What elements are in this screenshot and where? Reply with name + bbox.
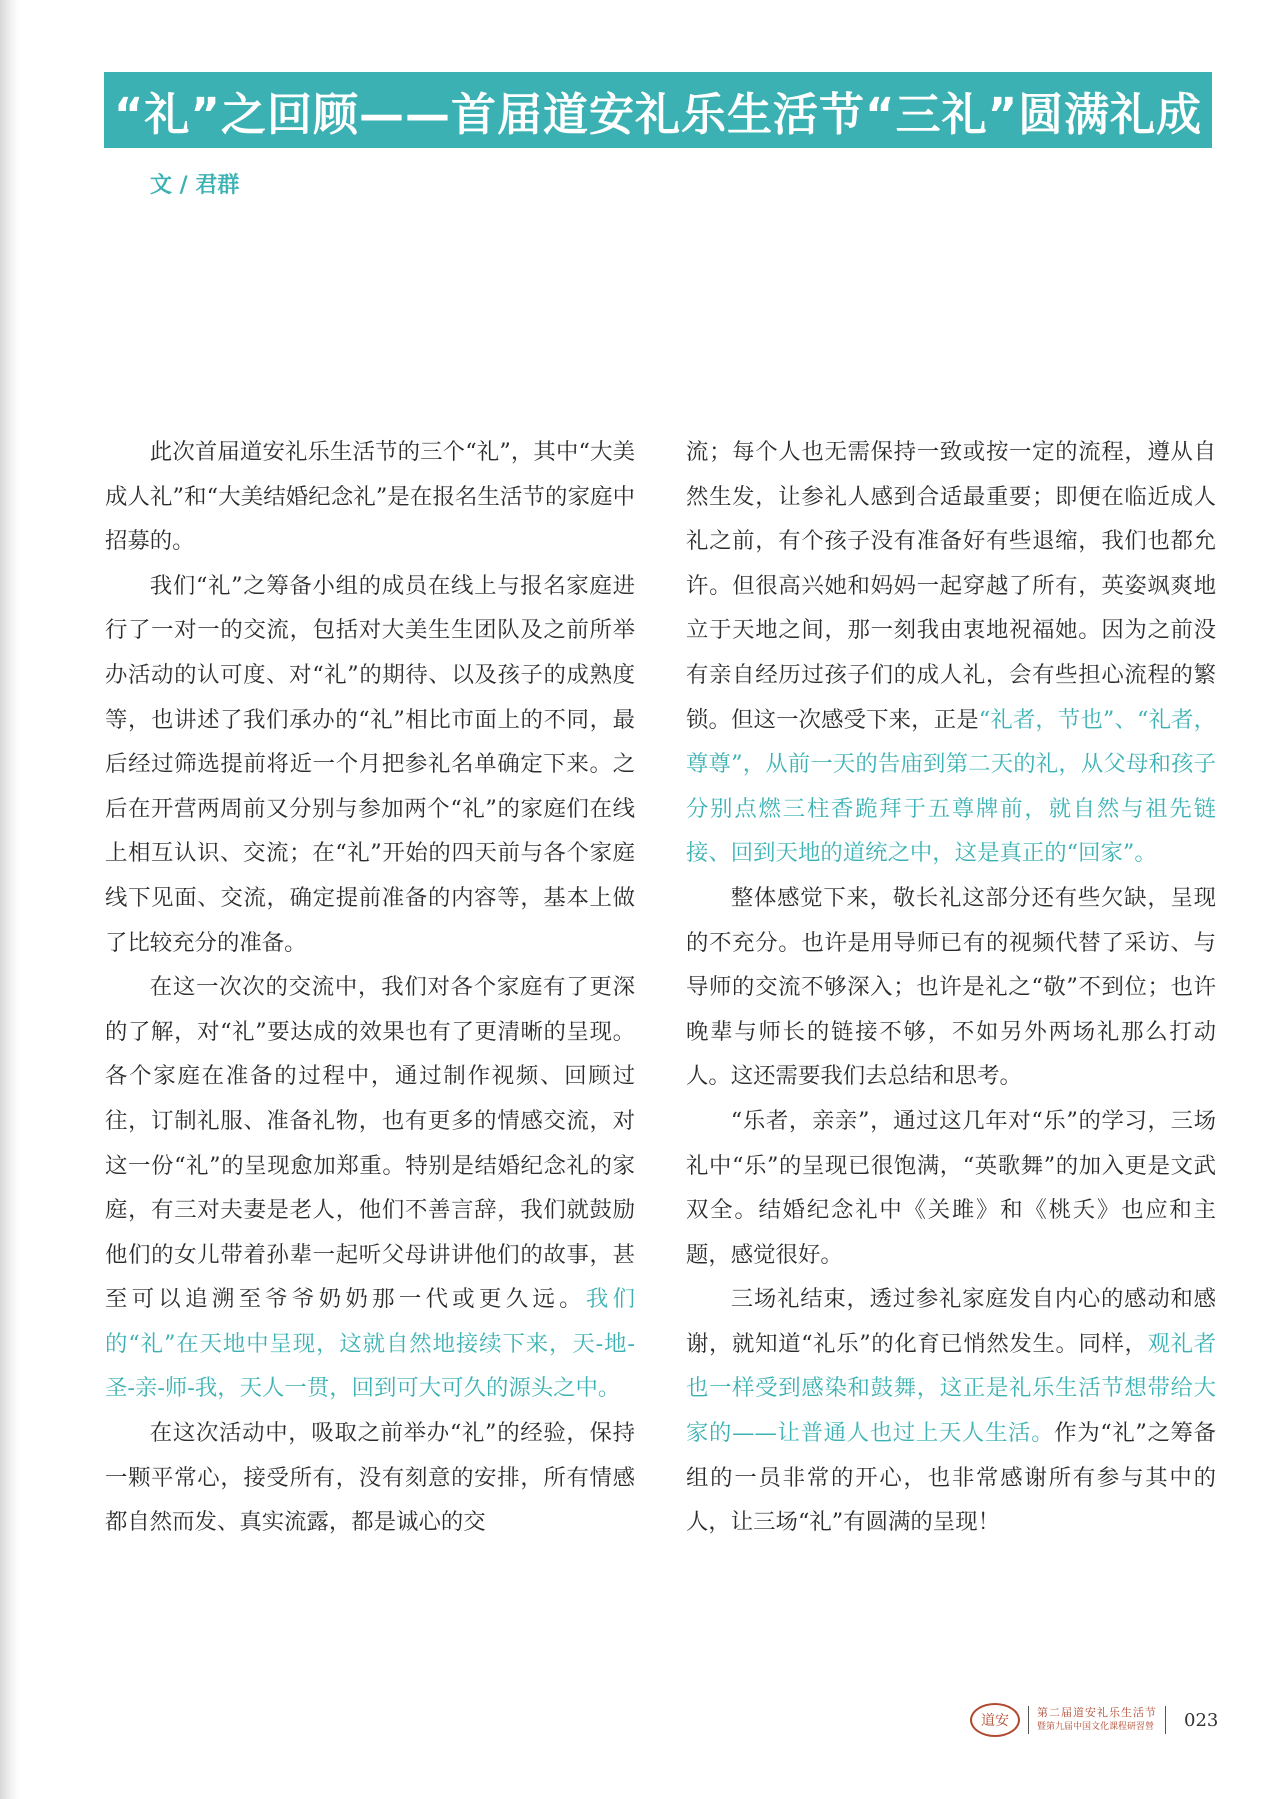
article-byline: 文 / 君群 — [150, 173, 240, 198]
paragraph-3-text: 在这一次次的交流中，我们对各个家庭有了更深的了解，对“礼”要达成的效果也有了更清晰的呈现。各个家庭在准备的过程中，通过制作视频、回顾过往，订制礼服、准备礼物，也有更多的情感交流，对这一份“礼”的呈现愈加郑重。特别是结婚纪念礼的家庭，有三对夫妻是老人，他们不善言辞，我们就鼓励他们的女儿带着孙辈一起听父母讲讲他们的故事，甚至可以追溯至爷爷奶奶那一代或更久远。 — [105, 974, 635, 1313]
right-column — [686, 430, 1216, 1545]
paragraph-4-continued — [686, 430, 1216, 876]
title-banner — [104, 72, 1212, 148]
footer-line-1: 第二届道安礼乐生活节 — [1037, 1706, 1157, 1719]
paragraph-3-highlight: 我们的“礼”在天地中呈现，这就自然地接续下来，天-地-圣-亲-师-我，天人一贯，回到可大可久的源头之中。 — [105, 1286, 636, 1402]
page-footer — [970, 1700, 1230, 1740]
footer-divider-2 — [1165, 1706, 1166, 1734]
festival-logo-icon — [970, 1703, 1020, 1737]
article-title: “礼”之回顾——首届道安礼乐生活节“三礼”圆满礼成 — [113, 87, 1203, 141]
left-column — [105, 430, 635, 1545]
paragraph-7 — [686, 1277, 1216, 1545]
paragraph-4: 在这次活动中，吸取之前举办“礼”的经验，保持一颗平常心，接受所有，没有刻意的安排，所有情感都自然而发、真实流露，都是诚心的交 — [105, 1420, 635, 1536]
page-number: 023 — [1184, 1709, 1219, 1731]
paragraph-6: “乐者，亲亲”，通过这几年对“乐”的学习，三场礼中“乐”的呈现已很饱满，“英歌舞”的加入更是文武双全。结婚纪念礼中《关雎》和《桃夭》也应和主题，感觉很好。 — [686, 1107, 1216, 1268]
paragraph-3 — [105, 965, 635, 1411]
logo-text: 道安 — [981, 1713, 1009, 1729]
paragraph-4-continued-text: 流；每个人也无需保持一致或按一定的流程，遵从自然生发，让参礼人感到合适最重要；即便在临近成人礼之前，有个孩子没有准备好有些退缩，我们也都允许。但很高兴她和妈妈一起穿越了所有，英姿飒爽地立于天地之间，那一刻我由衷地祝福她。因为之前没有亲自经历过孩子们的成人礼，会有些担心流程的繁锁。但这一次感受下来，正是 — [686, 439, 1216, 733]
paragraph-5: 整体感觉下来，敬长礼这部分还有些欠缺，呈现的不充分。也许是用导师已有的视频代替了采访、与导师的交流不够深入；也许是礼之“敬”不到位；也许晚辈与师长的链接不够，不如另外两场礼那么打动人。这还需要我们去总结和思考。 — [686, 884, 1216, 1090]
page-binding-shadow — [0, 0, 20, 1799]
footer-festival-name — [1037, 1706, 1157, 1734]
paragraph-7-highlight: 观礼者也一样受到感染和鼓舞，这正是礼乐生活节想带给大家的——让普通人也过上天人生活。 — [686, 1330, 1216, 1447]
paragraph-7-text-b: 作为“礼”之筹备组的一员非常的开心，也非常感谢所有参与其中的人，让三场“礼”有圆满的呈现！ — [686, 1420, 1216, 1536]
paragraph-4-highlight: “礼者，节也”、“礼者，尊尊”，从前一天的告庙到第二天的礼，从父母和孩子分别点燃三柱香跪拜于五尊牌前，就自然与祖先链接、回到天地的道统之中，这是真正的“回家”。 — [686, 706, 1217, 867]
paragraph-2: 我们“礼”之筹备小组的成员在线上与报名家庭进行了一对一的交流，包括对大美生生团队及之前所举办活动的认可度、对“礼”的期待、以及孩子的成熟度等，也讲述了我们承办的“礼”相比市面上的不同，最后经过筛选提前将近一个月把参礼名单确定下来。之后在开营两周前又分别与参加两个“礼”的家庭们在线上相互认识、交流；在“礼”开始的四天前与各个家庭线下见面、交流，确定提前准备的内容等，基本上做了比较充分的准备。 — [105, 572, 635, 956]
paragraph-1: 此次首届道安礼乐生活节的三个“礼”，其中“大美成人礼”和“大美结婚纪念礼”是在报名生活节的家庭中招募的。 — [105, 439, 635, 555]
footer-divider — [1028, 1706, 1029, 1734]
footer-line-2: 暨第九届中国文化课程研習營 — [1037, 1722, 1155, 1732]
paragraph-7-text-a: 三场礼结束，透过参礼家庭发自内心的感动和感谢，就知道“礼乐”的化育已悄然发生。同样， — [686, 1286, 1216, 1357]
